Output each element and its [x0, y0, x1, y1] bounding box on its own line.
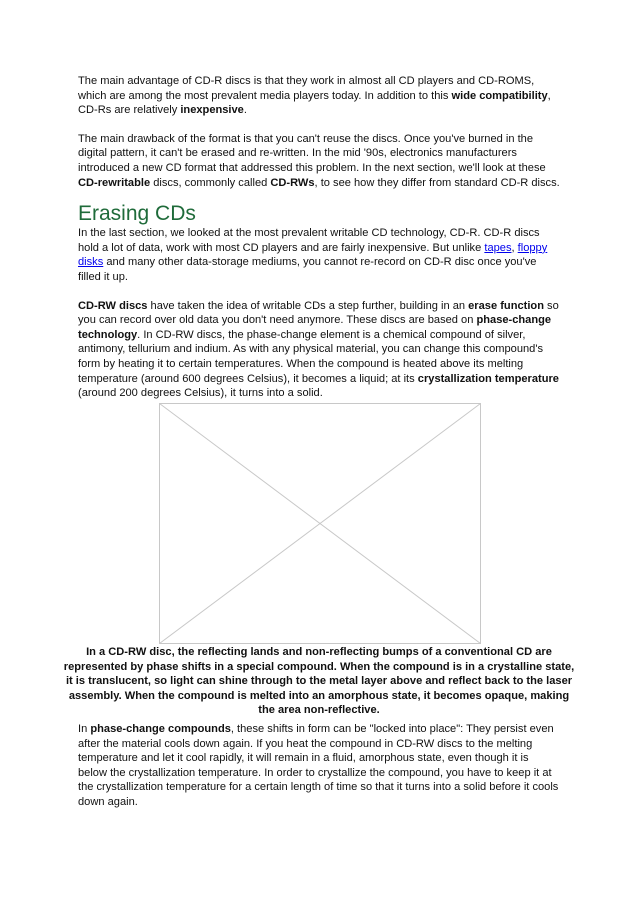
bold-term: erase function: [468, 299, 544, 312]
article-body: [78, 74, 560, 401]
bold-term: CD-RW discs: [78, 299, 148, 312]
paragraph-advantage: The main advantage of CD-R discs is that they work in almost all CD players and CD-ROMS, which are among the most prevalent media players today. In addition to this wide compatibility, CD-Rs are relatively inexpensive.: [78, 75, 551, 117]
bold-term: crystallization temperature: [417, 372, 559, 385]
bold-term: phase-change technology: [78, 314, 552, 341]
figure-caption: In a CD-RW disc, the reflecting lands and non-reflecting bumps of a conventional CD are represented by phase shifts in a special compound. When the compound is in a crystalline state, it is translucent, so light can shine through to the metal layer above and reflect back to the laser assembly. When the compound is melted into an amorphous state, it becomes opaque, making the area non-reflective.: [63, 646, 575, 717]
bold-term: inexpensive: [180, 104, 244, 117]
bold-term: CD-rewritable: [78, 176, 151, 189]
article-body-continued: [78, 722, 560, 810]
paragraph-intro: In the last section, we looked at the most prevalent writable CD technology, CD-R. CD-R discs hold a lot of data, work with most CD players and are fairly inexpensive. But unlike tapes, floppy disks and many other data-storage mediums, you cannot re-record on CD-R disc once you've filled it up.: [78, 227, 548, 283]
link-floppy-disks[interactable]: floppy disks: [78, 241, 548, 269]
bold-term: phase-change compounds: [90, 723, 231, 735]
paragraph-phase-change: In phase-change compounds, these shifts in form can be "locked into place": They persist even after the material cools down again. If you heat the compound in CD-RW discs to the melting temperature and let it cool rapidly, it will remain in a fluid, amorphous state, even though it is below the crystallization temperature. In order to crystallize the compound, you have to keep it at the crystallization temperature for a certain length of time so that it turns into a solid before it cools down again.: [78, 723, 559, 808]
link-tapes[interactable]: tapes: [484, 241, 512, 254]
broken-image-icon: [159, 403, 481, 644]
paragraph-drawback: The main drawback of the format is that you can't reuse the discs. Once you've burned in the digital pattern, it can't be erased and re-written. In the mid '90s, electronics manufacturers introduced a new CD format that addressed this problem. In the next section, we'll look at these CD-rewritable discs, commonly called CD-RWs, to see how they differ from standard CD-R discs.: [78, 132, 560, 189]
image-placeholder: [159, 403, 481, 644]
paragraph-cd-rw: CD-RW discs have taken the idea of writable CDs a step further, building in an erase function so you can record over old data you don't need anymore. These discs are based on phase-change technology. In CD-RW discs, the phase-change element is a chemical compound of silver, antimony, tellurium and indium. As with any physical material, you can change this compound's form by heating it to certain temperatures. When the compound is heated above its melting temperature (around 600 degrees Celsius), it becomes a liquid; at its crystallization temperature (around 200 degrees Celsius), it turns into a solid.: [78, 299, 559, 400]
bold-term: wide compatibility: [451, 89, 548, 102]
section-heading: Erasing CDs: [78, 202, 196, 226]
bold-term: CD-RWs: [270, 176, 315, 189]
